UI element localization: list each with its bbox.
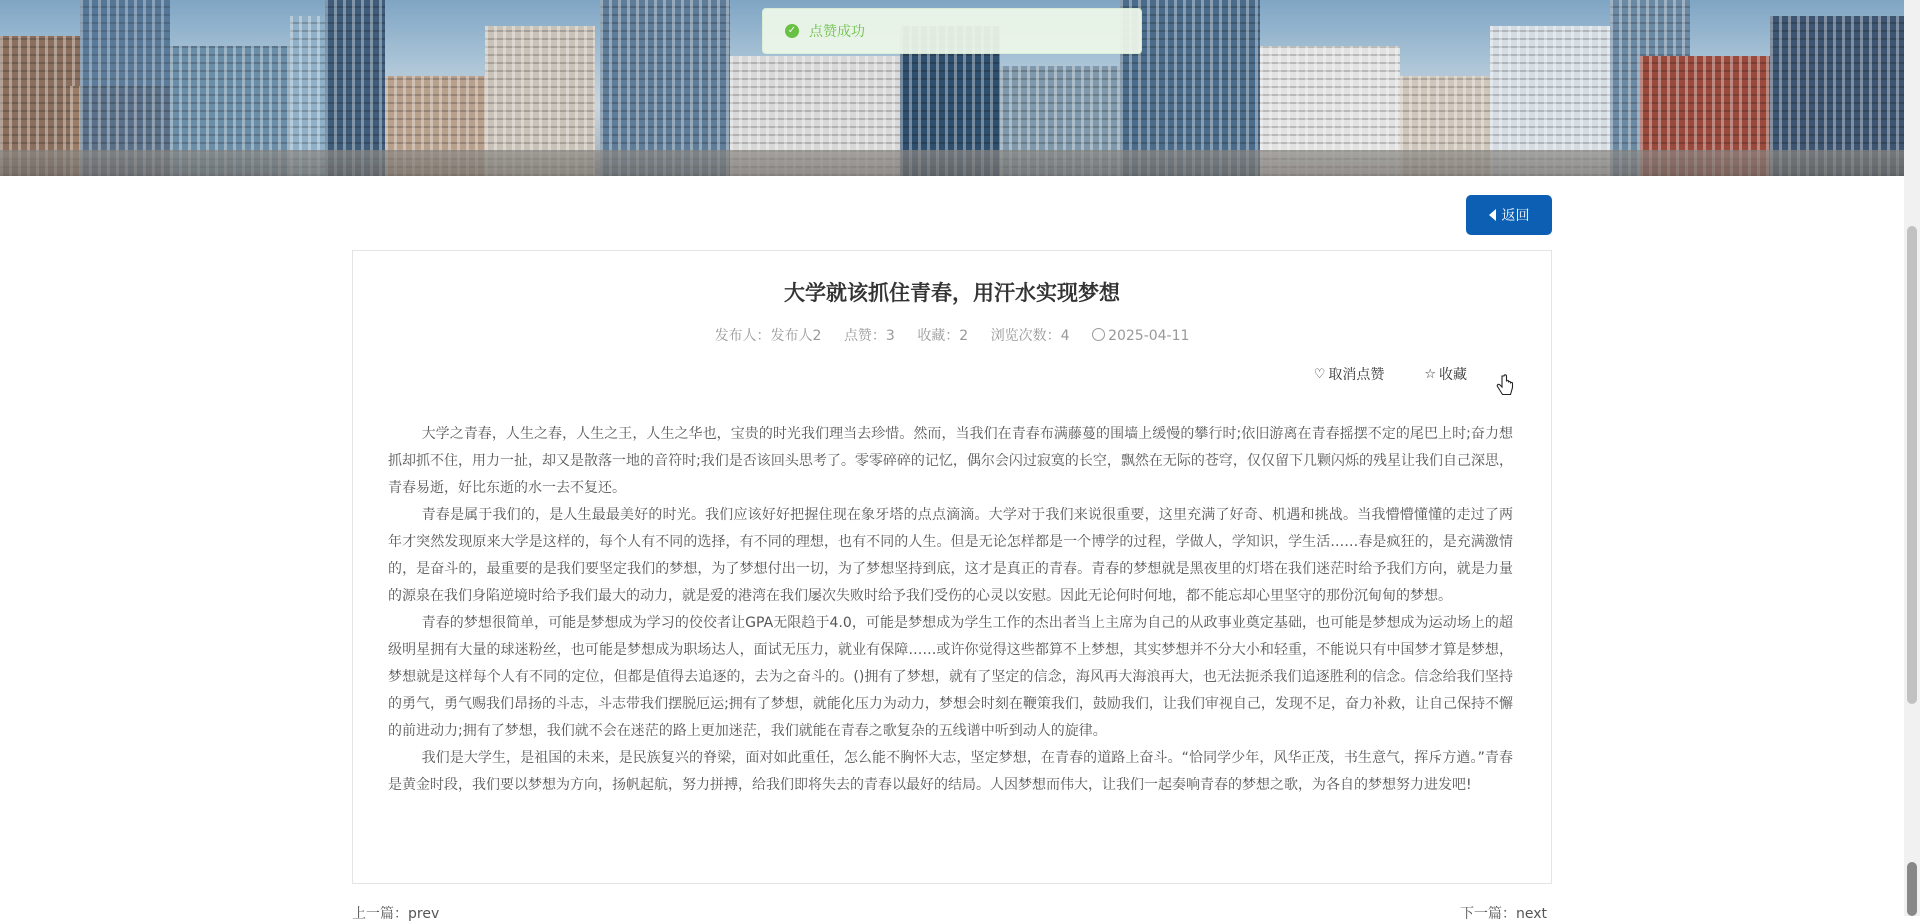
hand-cursor-icon: [1496, 374, 1514, 400]
clock-icon: [1092, 328, 1105, 341]
meta-favorites: 收藏：2: [917, 328, 969, 344]
unlike-button[interactable]: [1314, 364, 1385, 384]
meta-date: 2025-04-11: [1108, 328, 1190, 344]
back-button[interactable]: [1466, 195, 1552, 235]
prev-article-link[interactable]: 上一篇：prev: [352, 906, 440, 922]
meta-views: 浏览次数：4: [990, 328, 1070, 344]
unlike-label: 取消点赞: [1328, 367, 1385, 383]
vertical-scrollbar[interactable]: [1904, 0, 1920, 916]
heart-icon: ♡: [1313, 366, 1326, 382]
success-toast: [762, 8, 1142, 54]
article-content: [388, 421, 1513, 799]
meta-likes: 点赞：3: [843, 328, 895, 344]
caret-left-icon: [1489, 209, 1496, 221]
scrollbar-thumb[interactable]: [1907, 226, 1917, 704]
next-article-link[interactable]: 下一篇：next: [1460, 906, 1548, 922]
favorite-label: 收藏: [1439, 367, 1467, 383]
article-paragraph: 青春是属于我们的，是人生最最美好的时光。我们应该好好把握住现在象牙塔的点点滴滴。大学对于我们来说很重要，这里充满了好奇、机遇和挑战。当我懵懵懂懂的走过了两年才突然发现原来大学是这样的，每个人有不同的选择，有不同的理想，也有不同的人生。但是无论怎样都是一个博学的过程，学做人，学知识，学生活……春是疯狂的，是充满激情的，是奋斗的，最重要的是我们要坚定我们的梦想，为了梦想付出一切，为了梦想坚持到底，这才是真正的青春。青春的梦想就是黑夜里的灯塔在我们迷茫时给予我们方向，就是力量的源泉在我们身陷逆境时给予我们最大的动力，就是爱的港湾在我们屡次失败时给予我们受伤的心灵以安慰。因此无论何时何地，都不能忘却心里坚守的那份沉甸甸的梦想。: [388, 507, 1513, 604]
article-card: [352, 250, 1552, 884]
check-circle-icon: ✓: [785, 24, 799, 38]
scrollbar-bottom-thumb[interactable]: [1907, 862, 1917, 916]
article-paragraph: 青春的梦想很简单，可能是梦想成为学习的佼佼者让GPA无限趋于4.0，可能是梦想成为学生工作的杰出者当上主席为自己的从政事业奠定基础，也可能是梦想成为运动场上的超级明星拥有大量的球迷粉丝，也可能是梦想成为职场达人，面试无压力，就业有保障……或许你觉得这些都算不上梦想，其实梦想并不分大小和轻重，不能说只有中国梦才算是梦想，梦想就是这样每个人有不同的定位，但都是值得去追逐的，去为之奋斗的。()拥有了梦想，就有了坚定的信念，海风再大海浪再大，也无法扼杀我们追逐胜利的信念。信念给我们坚持的勇气，勇气赐我们昂扬的斗志，斗志带我们摆脱厄运;拥有了梦想，就能化压力为动力，梦想会时刻在鞭策我们，鼓励我们，让我们审视自己，发现不足，奋力补救，让自己保持不懈的前进动力;拥有了梦想，我们就不会在迷茫的路上更加迷茫，我们就能在青春之歌复杂的五线谱中听到动人的旋律。: [388, 615, 1513, 739]
toast-message: 点赞成功: [809, 24, 865, 40]
article-meta: [353, 325, 1551, 345]
article-paragraph: 我们是大学生，是祖国的未来，是民族复兴的脊梁，面对如此重任，怎么能不胸怀大志，坚定梦想，在青春的道路上奋斗。“恰同学少年，风华正茂，书生意气，挥斥方遒。”青春是黄金时段，我们要以梦想为方向，扬帆起航，努力拼搏，给我们即将失去的青春以最好的结局。人因梦想而伟大，让我们一起奏响青春的梦想之歌，为各自的梦想努力进发吧!: [388, 750, 1513, 793]
meta-date-wrap: [1092, 328, 1189, 344]
article-actions: [1314, 364, 1467, 384]
article-title: 大学就该抓住青春，用汗水实现梦想: [784, 281, 1120, 305]
star-icon: ☆: [1424, 366, 1436, 382]
meta-publisher: 发布人：发布人2: [714, 328, 822, 344]
article-paragraph: 大学之青春，人生之春，人生之王，人生之华也，宝贵的时光我们理当去珍惜。然而，当我们在青春布满藤蔓的围墙上缓慢的攀行时;依旧游离在青春摇摆不定的尾巴上时;奋力想抓却抓不住，用力一扯，却又是散落一地的音符时;我们是否该回头思考了。零零碎碎的记忆，偶尔会闪过寂寞的长空，飘然在无际的苍穹，仅仅留下几颗闪烁的残星让我们自己深思，青春易逝，好比东逝的水一去不复还。: [388, 426, 1513, 496]
back-button-label: 返回: [1501, 208, 1530, 224]
favorite-button[interactable]: [1424, 364, 1467, 384]
